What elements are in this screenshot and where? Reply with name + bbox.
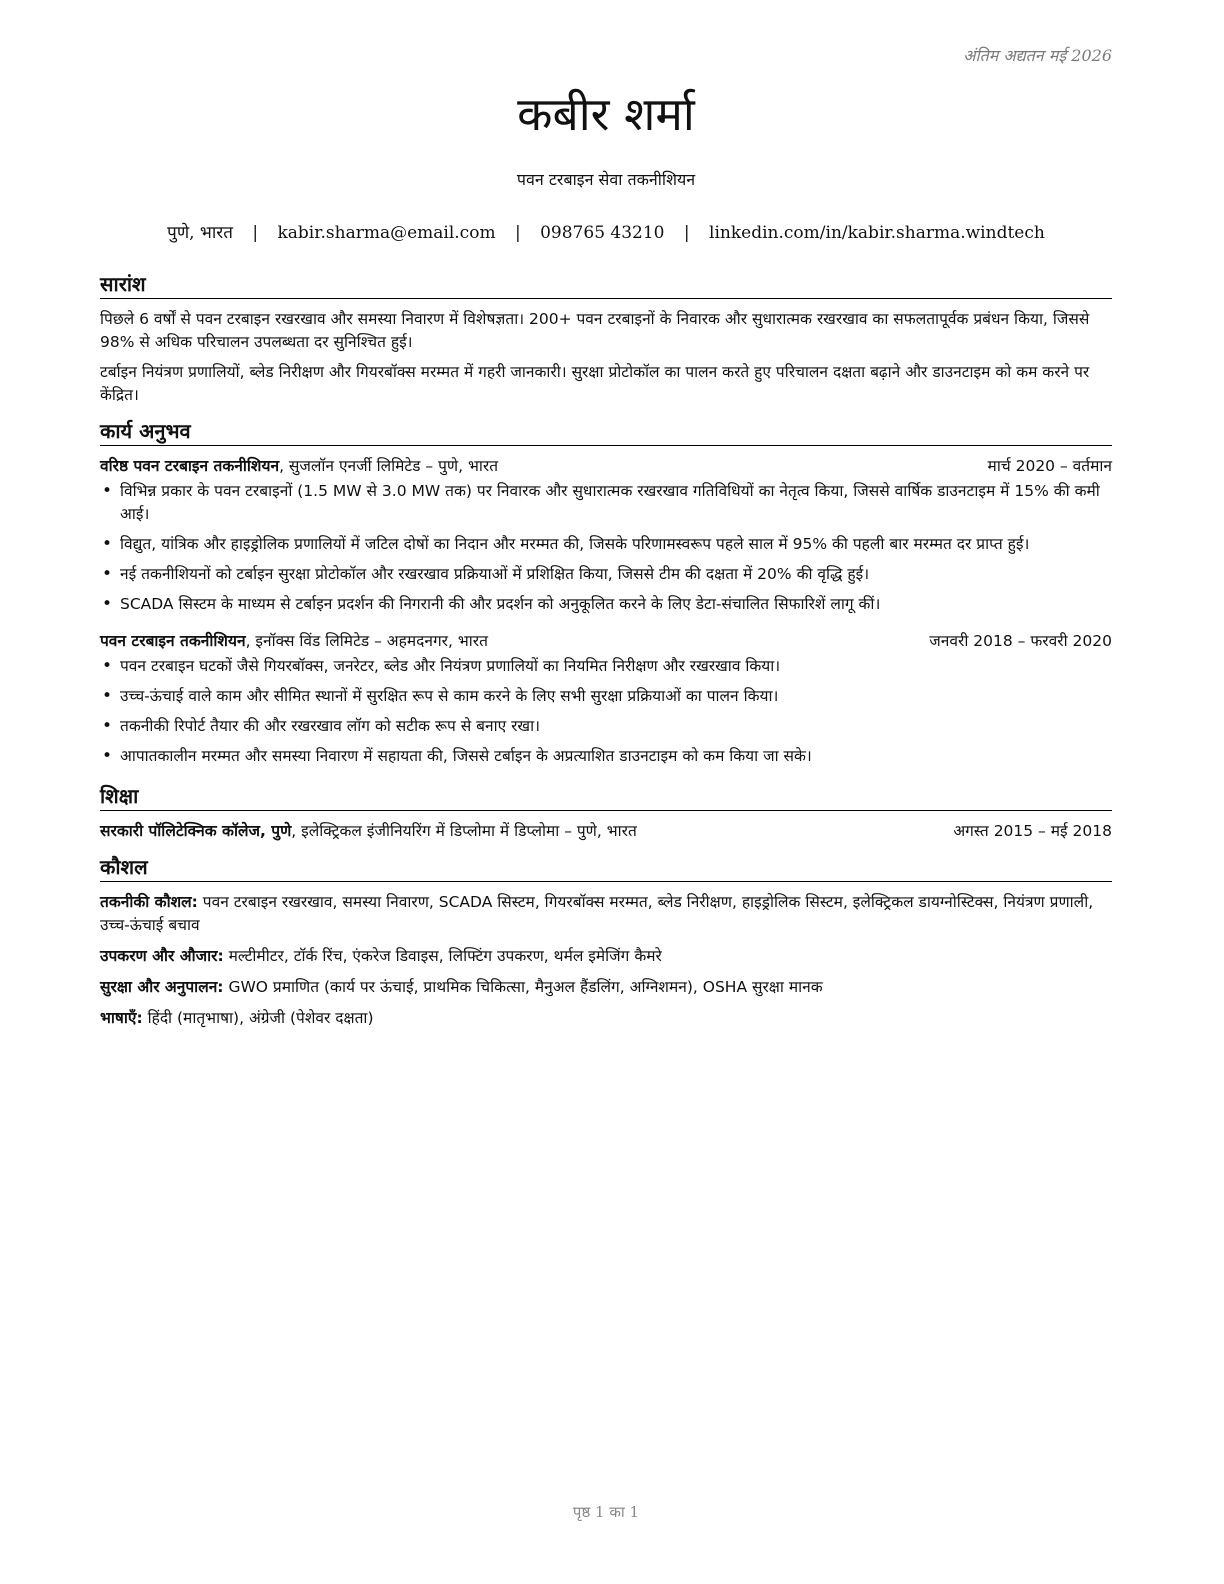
job-company: , इनॉक्स विंड लिमिटेड – अहमदनगर, भारत xyxy=(245,632,488,650)
education-entry xyxy=(100,820,1112,843)
education-dates: अगस्त 2015 – मई 2018 xyxy=(953,822,1112,840)
bullet-item: • तकनीकी रिपोर्ट तैयार की और रखरखाव लॉग को सटीक रूप से बनाए रखा। xyxy=(100,715,1112,738)
skill-value: मल्टीमीटर, टॉर्क रिंच, एंकरेज डिवाइस, लिफ्टिंग उपकरण, थर्मल इमेजिंग कैमरे xyxy=(223,947,662,965)
job-header xyxy=(100,455,1112,478)
skill-value: हिंदी (मातृभाषा), अंग्रेजी (पेशेवर दक्षता) xyxy=(142,1009,374,1027)
job-dates: जनवरी 2018 – फरवरी 2020 xyxy=(929,632,1112,650)
job-header xyxy=(100,630,1112,653)
skill-row xyxy=(100,1007,1112,1030)
contact-phone: 098765 43210 xyxy=(540,223,665,243)
contact-linkedin[interactable]: linkedin.com/in/kabir.sharma.windtech xyxy=(709,223,1045,243)
bullet-item: • उच्च-ऊंचाई वाले काम और सीमित स्थानों में सुरक्षित रूप से काम करने के लिए सभी सुरक्षा प्रक्रियाओं का पालन किया। xyxy=(100,685,1112,708)
skill-row xyxy=(100,945,1112,968)
skill-row xyxy=(100,976,1112,999)
candidate-name: कबीर शर्मा xyxy=(517,87,695,141)
skill-value: पवन टरबाइन रखरखाव, समस्या निवारण, SCADA सिस्टम, गियरबॉक्स मरम्मत, ब्लेड निरीक्षण, हाइड्रोलिक सिस्टम, इलेक्ट्रिकल डायग्नोस्टिक्स, नियंत्रण प्रणाली, उच्च-ऊंचाई बचाव xyxy=(100,893,1094,934)
bullet-item: • पवन टरबाइन घटकों जैसे गियरबॉक्स, जनरेटर, ब्लेड और नियंत्रण प्रणालियों का नियमित निरीक्षण और रखरखाव किया। xyxy=(100,655,1112,678)
job-entry xyxy=(100,630,1112,768)
skill-label: उपकरण और औजार: xyxy=(100,947,224,965)
education-detail: , इलेक्ट्रिकल इंजीनियरिंग में डिप्लोमा में डिप्लोमा – पुणे, भारत xyxy=(291,822,637,840)
job-role: पवन टरबाइन तकनीशियन xyxy=(100,632,246,650)
education-school-detail xyxy=(100,820,637,843)
summary-paragraph: पिछले 6 वर्षों से पवन टरबाइन रखरखाव और समस्या निवारण में विशेषज्ञता। 200+ पवन टरबाइनों के निवारक और सुधारात्मक रखरखाव का सफलतापूर्वक प्रबंधन किया, जिससे 98% से अधिक परिचालन उपलब्धता दर सुनिश्चित हुई। xyxy=(100,310,1090,351)
skill-label: सुरक्षा और अनुपालन: xyxy=(100,978,224,996)
contact-email[interactable]: kabir.sharma@email.com xyxy=(277,223,496,243)
skills-section xyxy=(100,853,1112,1030)
job-dates: मार्च 2020 – वर्तमान xyxy=(987,457,1112,475)
job-role: वरिष्ठ पवन टरबाइन तकनीशियन xyxy=(100,457,280,475)
section-title-summary: सारांश xyxy=(100,270,1112,299)
contact-separator: | xyxy=(252,223,259,243)
bullet-item: • विद्युत, यांत्रिक और हाइड्रोलिक प्रणालियों में जटिल दोषों का निदान और मरम्मत की, जिसके परिणामस्वरूप पहले साल में 95% की पहली बार मरम्मत दर प्राप्त हुई। xyxy=(100,533,1112,556)
education-school: सरकारी पॉलिटेक्निक कॉलेज, पुणे xyxy=(100,822,292,840)
resume-content xyxy=(100,270,1112,1040)
bullet-item: • विभिन्न प्रकार के पवन टरबाइनों (1.5 MW से 3.0 MW तक) पर निवारक और सुधारात्मक रखरखाव गतिविधियों का नेतृत्व किया, जिससे वार्षिक डाउनटाइम में 15% की कमी आई। xyxy=(100,480,1112,526)
experience-section xyxy=(100,417,1112,768)
skill-value: GWO प्रमाणित (कार्य पर ऊंचाई, प्राथमिक चिकित्सा, मैनुअल हैंडलिंग, अग्निशमन), OSHA सुरक्षा मानक xyxy=(223,978,823,996)
bullet-item: • SCADA सिस्टम के माध्यम से टर्बाइन प्रदर्शन की निगरानी की और प्रदर्शन को अनुकूलित करने के लिए डेटा-संचालित सिफारिशें लागू कीं। xyxy=(100,593,1112,616)
skill-label: भाषाएँ: xyxy=(100,1009,143,1027)
page-number: पृष्ठ 1 का 1 xyxy=(572,1503,640,1521)
last-updated: अंतिम अद्यतन मई 2026 xyxy=(963,46,1112,65)
job-bullets xyxy=(100,655,1112,768)
job-role-company xyxy=(100,630,488,653)
bullet-item: • आपातकालीन मरम्मत और समस्या निवारण में सहायता की, जिससे टर्बाइन के अप्रत्याशित डाउनटाइम को कम किया जा सके। xyxy=(100,745,1112,768)
skill-label: तकनीकी कौशल: xyxy=(100,893,198,911)
resume-page xyxy=(100,0,1112,1584)
contact-separator: | xyxy=(514,223,521,243)
summary-paragraph: टर्बाइन नियंत्रण प्रणालियों, ब्लेड निरीक्षण और गियरबॉक्स मरम्मत में गहरी जानकारी। सुरक्षा प्रोटोकॉल का पालन करते हुए परिचालन दक्षता बढ़ाने और डाउनटाइम को कम करने पर केंद्रित। xyxy=(100,363,1090,404)
contact-separator: | xyxy=(683,223,690,243)
summary-section xyxy=(100,270,1112,407)
job-role-company xyxy=(100,455,498,478)
job-company: , सुजलॉन एनर्जी लिमिटेड – पुणे, भारत xyxy=(279,457,499,475)
contact-line xyxy=(100,220,1112,243)
section-title-skills: कौशल xyxy=(100,853,1112,882)
skill-row xyxy=(100,891,1112,937)
bullet-item: • नई तकनीशियनों को टर्बाइन सुरक्षा प्रोटोकॉल और रखरखाव प्रक्रियाओं में प्रशिक्षित किया, जिससे टीम की दक्षता में 20% की वृद्धि हुई। xyxy=(100,563,1112,586)
job-entry xyxy=(100,455,1112,616)
contact-location: पुणे, भारत xyxy=(167,223,233,243)
education-section xyxy=(100,782,1112,843)
section-title-experience: कार्य अनुभव xyxy=(100,417,1112,446)
section-title-education: शिक्षा xyxy=(100,782,1112,811)
job-title: पवन टरबाइन सेवा तकनीशियन xyxy=(516,170,696,189)
job-bullets xyxy=(100,480,1112,616)
